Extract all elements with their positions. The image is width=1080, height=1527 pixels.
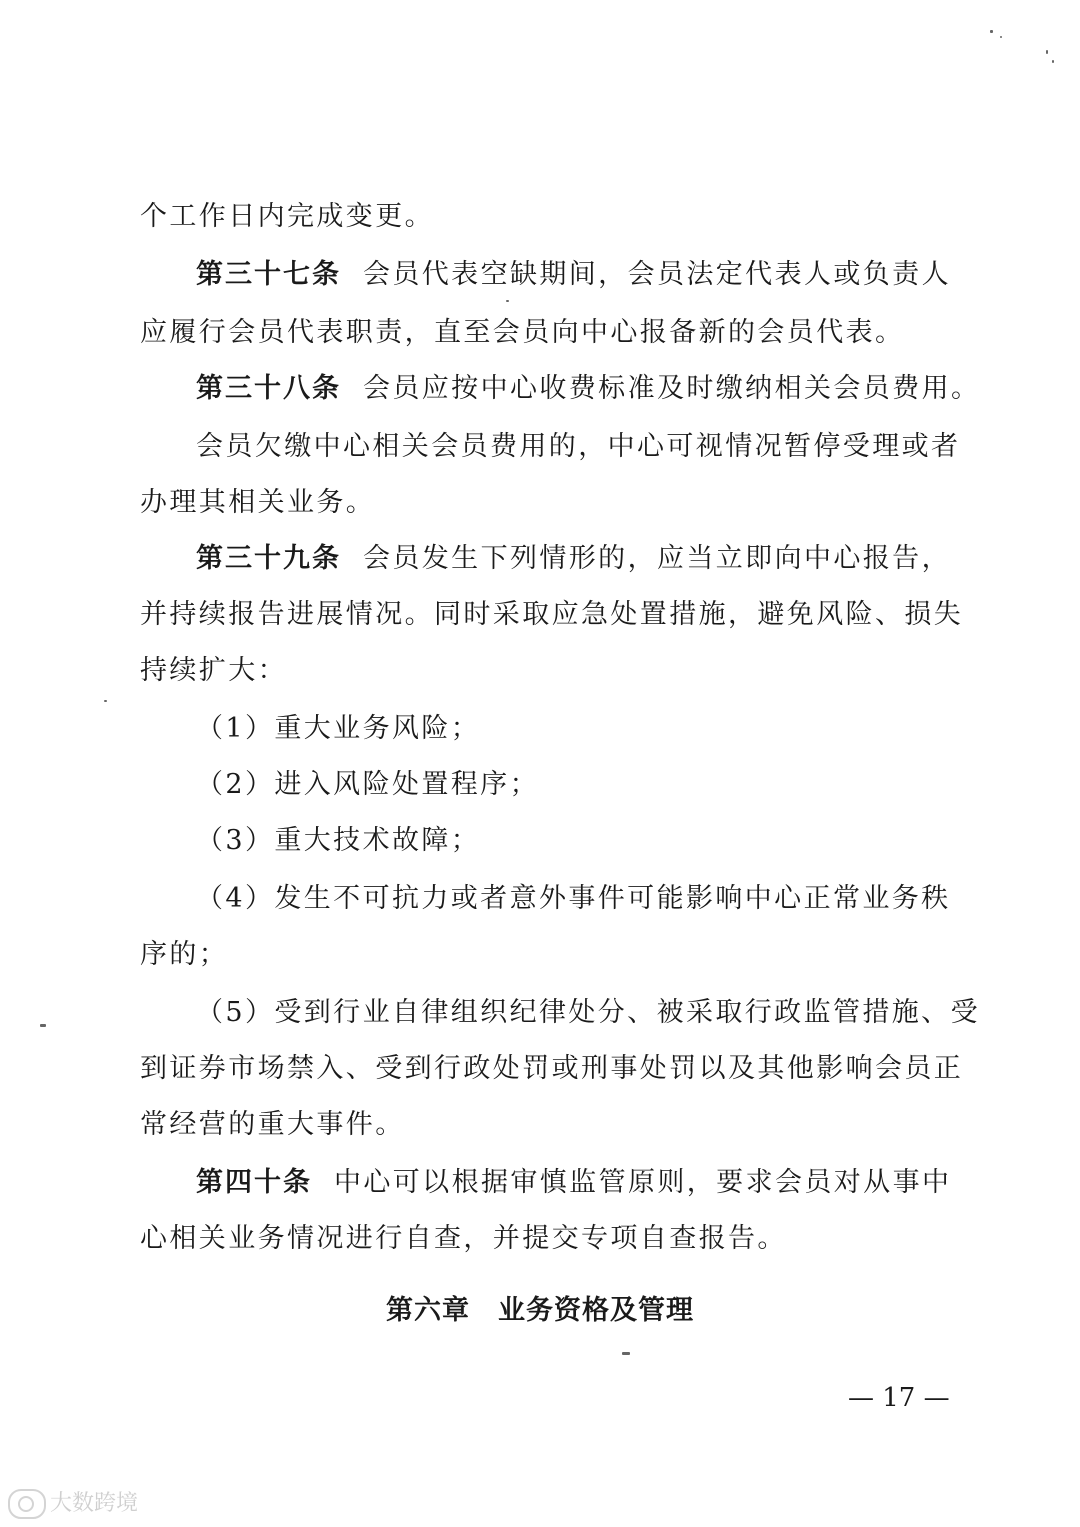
list-item-text: 常经营的重大事件。 (140, 1109, 405, 1140)
chapter-heading (0, 1292, 1080, 1330)
scan-speck (104, 700, 107, 702)
list-item (196, 710, 1016, 748)
paragraph-text: 会员欠缴中心相关会员费用的，中心可视情况暂停受理或者 (196, 431, 961, 462)
list-item-text: 到证券市场禁入、受到行政处罚或刑事处罚以及其他影响会员正 (140, 1053, 964, 1084)
scan-speck (506, 300, 509, 302)
paragraph-text: 中心可以根据审慎监管原则，要求会员对从事中 (333, 1167, 952, 1198)
article-number: 第三十七条 (196, 259, 341, 290)
text-line (140, 1106, 960, 1144)
list-item-text: （3）重大技术故障； (196, 825, 481, 856)
paragraph-text: 应履行会员代表职责，直至会员向中心报备新的会员代表。 (140, 317, 905, 348)
list-item-text: （2）进入风险处置程序； (196, 769, 539, 800)
article-number: 第四十条 (196, 1167, 312, 1198)
list-item (196, 766, 1016, 804)
list-item-text: 序的； (140, 939, 229, 970)
chapter-number: 第六章 (386, 1295, 470, 1326)
chapter-title: 业务资格及管理 (498, 1295, 694, 1326)
list-item-text: （4）发生不可抗力或者意外事件可能影响中心正常业务秩 (196, 883, 951, 914)
text-line (140, 1050, 964, 1088)
paragraph-text: 心相关业务情况进行自查，并提交专项自查报告。 (140, 1223, 787, 1254)
list-item-text: （5）受到行业自律组织纪律处分、被采取行政监管措施、受 (196, 997, 980, 1028)
scan-speck (990, 30, 993, 33)
text-line (140, 198, 960, 236)
paragraph-text: 个工作日内完成变更。 (140, 201, 434, 232)
text-line (140, 1220, 960, 1258)
scan-speck (622, 1352, 630, 1355)
paragraph-text: 会员应按中心收费标准及时缴纳相关会员费用。 (362, 373, 981, 404)
list-item-text: （1）重大业务风险； (196, 713, 481, 744)
paragraph-text: 会员代表空缺期间，会员法定代表人或负责人 (362, 259, 951, 290)
scan-speck (1052, 60, 1054, 63)
article-37 (196, 256, 1016, 294)
scan-speck (1046, 50, 1048, 54)
text-line (140, 936, 960, 974)
article-number: 第三十九条 (196, 543, 341, 574)
text-line (140, 596, 964, 634)
watermark-text: 大数跨境 (50, 1491, 139, 1516)
scan-speck (40, 1024, 46, 1027)
page-number: — 17 — (848, 1383, 950, 1413)
paragraph-text: 并持续报告进展情况。同时采取应急处置措施，避免风险、损失 (140, 599, 964, 630)
list-item (196, 994, 1016, 1032)
watermark (8, 1486, 138, 1519)
text-line (140, 314, 960, 352)
paragraph-text: 办理其相关业务。 (140, 487, 376, 518)
paragraph-text: 会员发生下列情形的，应当立即向中心报告， (362, 543, 951, 574)
article-number: 第三十八条 (196, 373, 341, 404)
article-40 (196, 1164, 1016, 1202)
paragraph-text: 持续扩大： (140, 655, 287, 686)
scan-speck (1000, 36, 1002, 38)
list-item (196, 880, 1016, 918)
article-39 (196, 540, 1016, 578)
text-line (140, 484, 960, 522)
list-item (196, 822, 1016, 860)
text-line (140, 652, 960, 690)
text-line (196, 428, 1016, 466)
watermark-logo-icon (8, 1489, 46, 1519)
article-38 (196, 370, 1016, 408)
